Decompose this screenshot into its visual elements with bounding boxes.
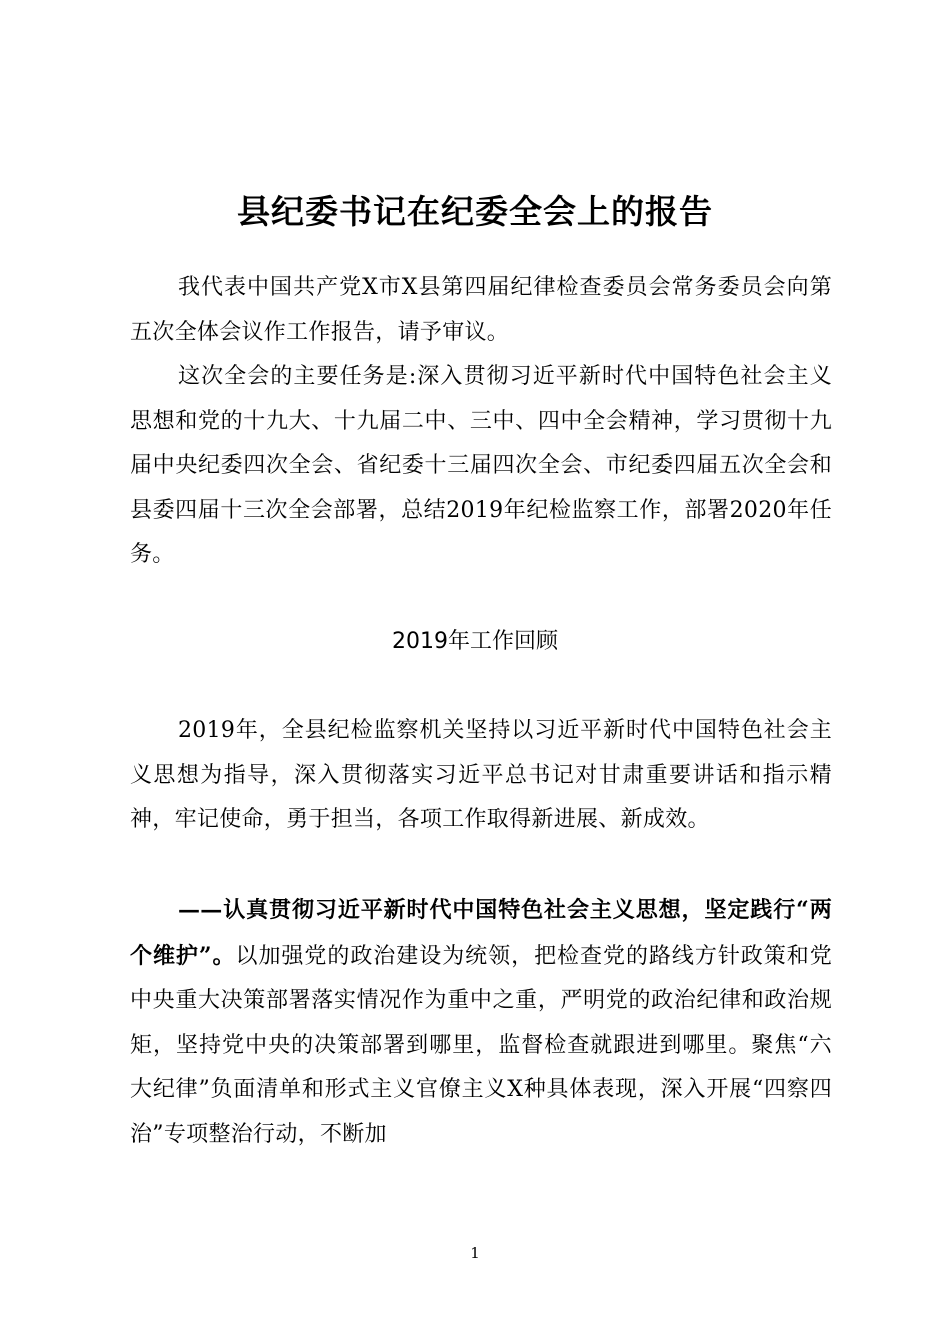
review-paragraph: 2019年，全县纪检监察机关坚持以习近平新时代中国特色社会主义思想为指导，深入贯彻落实习近平总书记对甘肃重要讲话和指示精神，牢记使命，勇于担当，各项工作取得新进展、新成效。 bbox=[130, 718, 832, 832]
document-title: 县纪委书记在纪委全会上的报告 bbox=[237, 192, 713, 232]
point-1-lead: ——认真贯彻习近平新时代中国特色社会主义思想，坚定践行“两个维护”。 bbox=[130, 897, 832, 969]
intro-paragraph-2: 这次全会的主要任务是:深入贯彻习近平新时代中国特色社会主义思想和党的十九大、十九届二中、三中、四中全会精神，学习贯彻十九届中央纪委四次全会、省纪委十三届四次全会、市纪委四届五次全会和县委四届十三次全会部署，总结2019年纪检监察工作，部署2020年任务。 bbox=[130, 364, 832, 567]
point-1-paragraph bbox=[130, 888, 832, 1157]
intro-paragraph-1: 我代表中国共产党X市X县第四届纪律检查委员会常务委员会向第五次全体会议作工作报告，请予审议。 bbox=[130, 275, 832, 345]
section-heading: 2019年工作回顾 bbox=[392, 629, 558, 654]
page-number: 1 bbox=[470, 1244, 480, 1262]
point-1-body: 以加强党的政治建设为统领，把检查党的路线方针政策和党中央重大决策部署落实情况作为重中之重，严明党的政治纪律和政治规矩，坚持党中央的决策部署到哪里，监督检查就跟进到哪里。聚焦“六大纪律”负面清单和形式主义官僚主义X种具体表现，深入开展“四察四治”专项整治行动，不断加 bbox=[130, 943, 832, 1147]
